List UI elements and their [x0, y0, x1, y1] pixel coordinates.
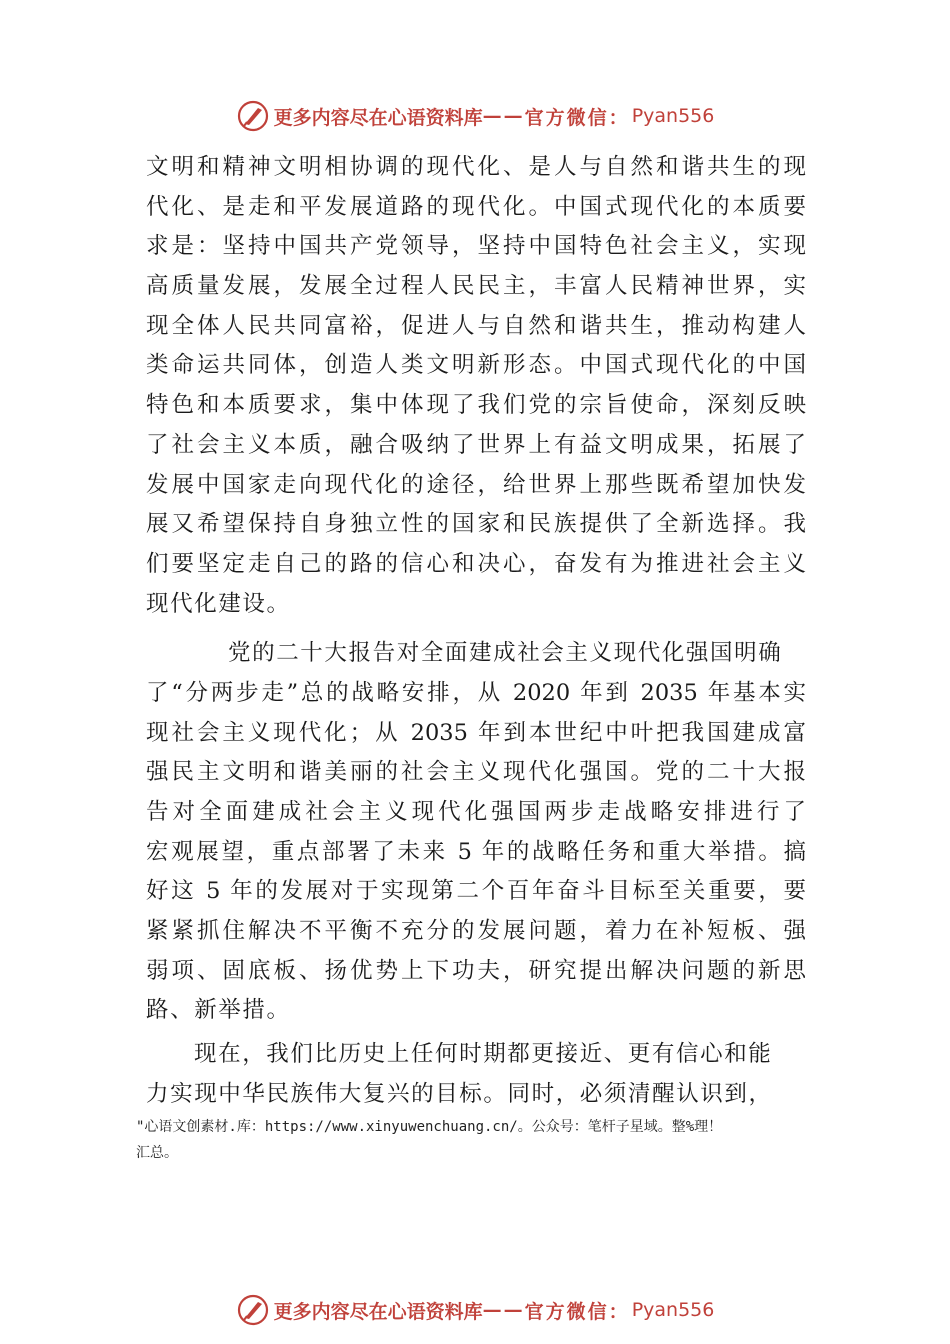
text-line: 们要坚定走自己的路的信心和决心，奋发有为推进社会主义 [146, 550, 806, 577]
text-line: 现代化建设。 [146, 590, 291, 617]
footnote-line: "心语文创素材.库：https://www.xinyuwenchuang.cn/。公众号：笔杆子星域。整%理！ [136, 1119, 723, 1135]
text-line: 宏观展望，重点部署了未来 5 年的战略任务和重大举措。搞 [146, 838, 806, 865]
text-line: 求是：坚持中国共产党领导，坚持中国特色社会主义，实现 [146, 233, 806, 260]
text-line: 了社会主义本质，融合吸纳了世界上有益文明成果，拓展了 [146, 431, 806, 458]
header-banner [0, 96, 950, 136]
text-line: 弱项、固底板、扬优势上下功夫，研究提出解决问题的新思 [146, 957, 806, 984]
text-line: 特色和本质要求，集中体现了我们党的宗旨使命，深刻反映 [146, 392, 806, 419]
text-line: 现全体人民共同富裕，促进人与自然和谐共生，推动构建人 [146, 312, 806, 339]
footer-dash: —— [482, 1299, 525, 1321]
text-line: 现社会主义现代化；从 2035 年到本世纪中叶把我国建成富 [146, 719, 806, 746]
header-title: 更多内容尽在心语资料库 [273, 106, 483, 129]
text-line: 类命运共同体，创造人类文明新形态。中国式现代化的中国 [146, 352, 806, 379]
text-line: 路、新举措。 [146, 997, 291, 1024]
body-text [146, 148, 806, 1115]
footer-subtitle: 官方微信： [524, 1300, 630, 1323]
text-line: 发展中国家走向现代化的途径，给世界上那些既希望加快发 [146, 471, 806, 498]
header-dash: —— [482, 105, 525, 127]
header-wechat-id: Pyan556 [631, 105, 715, 127]
quill-pen-icon [236, 1293, 270, 1327]
footnote-line: 汇总。 [136, 1145, 178, 1161]
text-line: 告对全面建成社会主义现代化强国两步走战略安排进行了 [146, 799, 806, 825]
text-line: 了“分两步走”总的战略安排，从 2020 年到 2035 年基本实 [146, 679, 806, 706]
text-line: 高质量发展，发展全过程人民民主，丰富人民精神世界，实 [146, 273, 806, 300]
text-line: 代化、是走和平发展道路的现代化。中国式现代化的本质要 [146, 193, 806, 220]
text-line: 强民主文明和谐美丽的社会主义现代化强国。党的二十大报 [146, 759, 806, 786]
footer-banner [0, 1290, 950, 1330]
footer-title: 更多内容尽在心语资料库 [273, 1300, 483, 1323]
text-line: 展又希望保持自身独立性的国家和民族提供了全新选择。我 [146, 511, 806, 538]
text-line: 好这 5 年的发展对于实现第二个百年奋斗目标至关重要，要 [146, 878, 806, 905]
text-line: 力实现中华民族伟大复兴的目标。同时，必须清醒认识到， [146, 1080, 773, 1107]
footer-wechat-id: Pyan556 [631, 1299, 715, 1321]
text-line: 党的二十大报告对全面建成社会主义现代化强国明确 [228, 640, 783, 667]
footnote [136, 1114, 826, 1166]
text-line: 紧紧抓住解决不平衡不充分的发展问题，着力在补短板、强 [146, 918, 806, 945]
header-subtitle: 官方微信： [524, 106, 630, 129]
text-line: 现在，我们比历史上任何时期都更接近、更有信心和能 [194, 1041, 773, 1068]
quill-pen-icon [236, 99, 270, 133]
text-line: 文明和精神文明相协调的现代化、是人与自然和谐共生的现 [146, 154, 806, 180]
